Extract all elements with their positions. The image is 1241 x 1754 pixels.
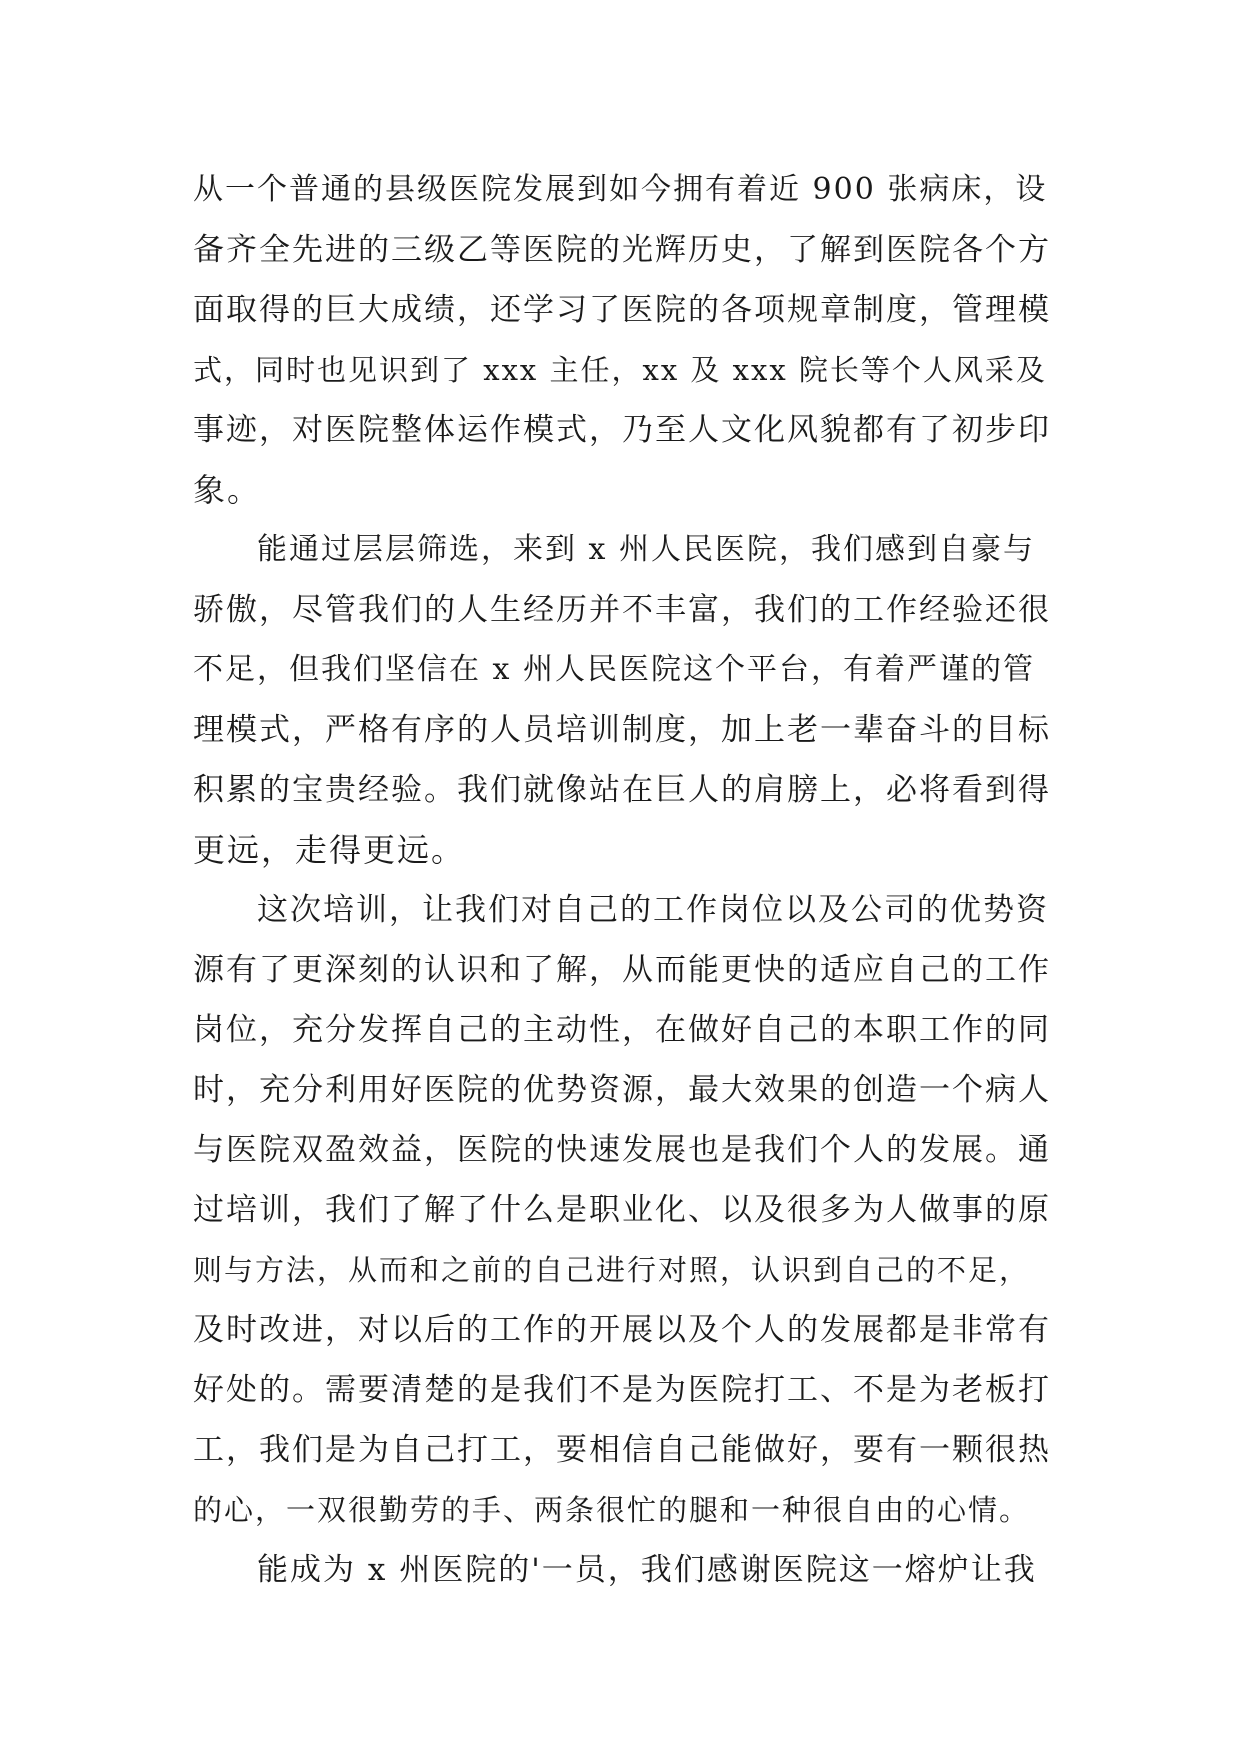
- paragraph-4: [193, 1540, 1053, 1600]
- text-line: 则与方法，从而和之前的自己进行对照，认识到自己的不足，: [193, 1253, 1031, 1287]
- text-line: 好处的。需要清楚的是我们不是为医院打工、不是为老板打: [193, 1372, 1051, 1408]
- text-line: 与医院双盈效益，医院的快速发展也是我们个人的发展。通: [193, 1132, 1051, 1168]
- text-line: 理模式，严格有序的人员培训制度，加上老一辈奋斗的目标: [193, 712, 1051, 748]
- text-line: 面取得的巨大成绩，还学习了医院的各项规章制度，管理模: [193, 292, 1051, 328]
- text-line: 工，我们是为自己打工，要相信自己能做好，要有一颗很热: [193, 1432, 1051, 1468]
- text-line: 更远，走得更远。: [193, 831, 466, 869]
- text-line: 骄傲，尽管我们的人生经历并不丰富，我们的工作经验还很: [193, 592, 1051, 628]
- text-line: 不足，但我们坚信在 x 州人民医院这个平台，有着严谨的管: [193, 652, 1035, 687]
- document-body: [193, 160, 1053, 1600]
- text-line: 这次培训，让我们对自己的工作岗位以及公司的优势资: [257, 892, 1049, 928]
- text-line: 及时改进，对以后的工作的开展以及个人的发展都是非常有: [193, 1312, 1051, 1348]
- text-line: 能成为 x 州医院的'一员，我们感谢医院这一熔炉让我: [257, 1552, 1037, 1588]
- paragraph-2: [193, 520, 1053, 880]
- paragraph-1: [193, 160, 1053, 520]
- text-line: 从一个普通的县级医院发展到如今拥有着近 900 张病床，设: [193, 172, 1048, 207]
- text-line: 源有了更深刻的认识和了解，从而能更快的适应自己的工作: [193, 952, 1051, 988]
- text-line: 的心，一双很勤劳的手、两条很忙的腿和一种很自由的心情。: [193, 1493, 1031, 1527]
- text-line: 备齐全先进的三级乙等医院的光辉历史，了解到医院各个方: [193, 232, 1051, 268]
- text-line: 积累的宝贵经验。我们就像站在巨人的肩膀上，必将看到得: [193, 772, 1051, 808]
- paragraph-3: [193, 880, 1053, 1540]
- text-line: 式，同时也见识到了 xxx 主任，xx 及 xxx 院长等个人风采及: [193, 353, 1047, 387]
- text-line: 过培训，我们了解了什么是职业化、以及很多为人做事的原: [193, 1192, 1051, 1228]
- text-line: 岗位，充分发挥自己的主动性，在做好自己的本职工作的同: [193, 1012, 1051, 1048]
- text-line: 事迹，对医院整体运作模式，乃至人文化风貌都有了初步印: [193, 412, 1051, 448]
- text-line: 能通过层层筛选，来到 x 州人民医院，我们感到自豪与: [257, 532, 1035, 567]
- text-line: 时，充分利用好医院的优势资源，最大效果的创造一个病人: [193, 1072, 1051, 1108]
- text-line: 象。: [193, 471, 262, 509]
